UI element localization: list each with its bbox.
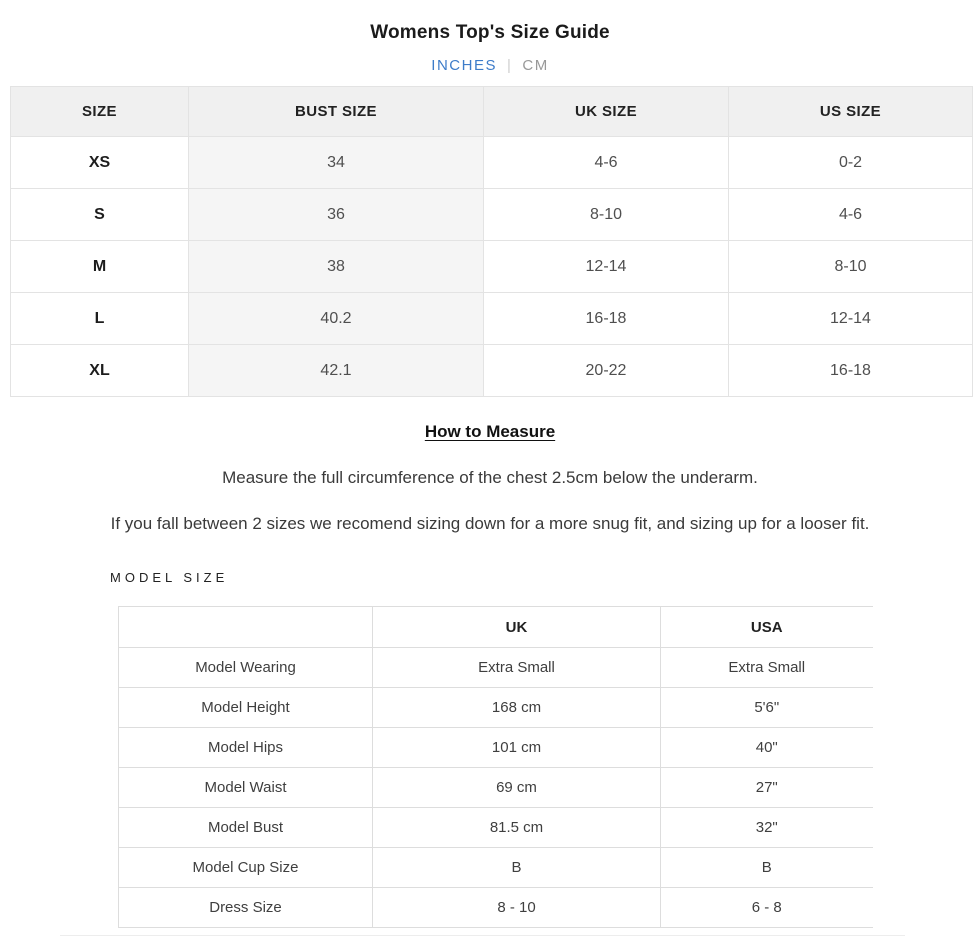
model-table-header-uk: UK xyxy=(373,607,661,648)
size-table-header-row xyxy=(11,87,973,137)
model-uk-value-cell: 69 cm xyxy=(373,768,661,808)
uk-size-cell: 16-18 xyxy=(484,293,729,345)
uk-size-cell: 12-14 xyxy=(484,241,729,293)
bust-size-cell: 34 xyxy=(189,137,484,189)
model-table-row xyxy=(119,728,873,768)
model-attribute-cell: Model Cup Size xyxy=(119,848,373,888)
model-size-heading: MODEL SIZE xyxy=(110,570,229,585)
size-cell: M xyxy=(11,241,189,293)
model-uk-value-cell: 8 - 10 xyxy=(373,888,661,928)
model-usa-value-cell: 40" xyxy=(661,728,873,768)
model-usa-value-cell: 6 - 8 xyxy=(661,888,873,928)
size-cell: S xyxy=(11,189,189,241)
size-table-header-us: US SIZE xyxy=(729,87,973,137)
model-table-row xyxy=(119,848,873,888)
model-usa-value-cell: 32" xyxy=(661,808,873,848)
model-usa-value-cell: Extra Small xyxy=(661,648,873,688)
model-attribute-cell: Model Height xyxy=(119,688,373,728)
bottom-divider xyxy=(60,935,905,936)
model-usa-value-cell: 27" xyxy=(661,768,873,808)
model-table-row xyxy=(119,688,873,728)
size-table xyxy=(10,86,973,397)
unit-toggle xyxy=(0,57,980,74)
model-uk-value-cell: 81.5 cm xyxy=(373,808,661,848)
model-attribute-cell: Model Waist xyxy=(119,768,373,808)
size-table-row xyxy=(11,137,973,189)
uk-size-cell: 8-10 xyxy=(484,189,729,241)
how-to-measure-heading: How to Measure xyxy=(424,422,556,441)
us-size-cell: 16-18 xyxy=(729,345,973,397)
model-table-row xyxy=(119,648,873,688)
model-table-header-empty xyxy=(119,607,373,648)
model-usa-value-cell: 5'6" xyxy=(661,688,873,728)
model-uk-value-cell: 168 cm xyxy=(373,688,661,728)
bust-size-cell: 36 xyxy=(189,189,484,241)
model-table-row xyxy=(119,808,873,848)
size-table-header-size: SIZE xyxy=(11,87,189,137)
model-size-table xyxy=(118,606,873,928)
model-usa-value-cell: B xyxy=(661,848,873,888)
tab-inches[interactable]: INCHES xyxy=(431,57,497,74)
model-uk-value-cell: B xyxy=(373,848,661,888)
us-size-cell: 8-10 xyxy=(729,241,973,293)
uk-size-cell: 4-6 xyxy=(484,137,729,189)
model-table-row xyxy=(119,768,873,808)
us-size-cell: 12-14 xyxy=(729,293,973,345)
model-uk-value-cell: 101 cm xyxy=(373,728,661,768)
model-attribute-cell: Model Wearing xyxy=(119,648,373,688)
model-table-row xyxy=(119,888,873,928)
size-table-row xyxy=(11,241,973,293)
us-size-cell: 0-2 xyxy=(729,137,973,189)
bust-size-cell: 38 xyxy=(189,241,484,293)
us-size-cell: 4-6 xyxy=(729,189,973,241)
model-attribute-cell: Dress Size xyxy=(119,888,373,928)
tab-separator: | xyxy=(506,57,513,74)
bust-size-cell: 42.1 xyxy=(189,345,484,397)
size-table-header-uk: UK SIZE xyxy=(484,87,729,137)
tab-cm[interactable]: CM xyxy=(522,57,549,74)
model-attribute-cell: Model Bust xyxy=(119,808,373,848)
size-cell: XL xyxy=(11,345,189,397)
model-table-header-row xyxy=(119,607,873,648)
size-cell: XS xyxy=(11,137,189,189)
page-title: Womens Top's Size Guide xyxy=(370,22,610,43)
size-table-row xyxy=(11,293,973,345)
model-attribute-cell: Model Hips xyxy=(119,728,373,768)
measure-instruction-2: If you fall between 2 sizes we recomend sizing down for a more snug fit, and sizing up for a looser fit. xyxy=(110,514,870,533)
uk-size-cell: 20-22 xyxy=(484,345,729,397)
measure-instruction-1: Measure the full circumference of the chest 2.5cm below the underarm. xyxy=(222,468,758,487)
model-table-header-usa: USA xyxy=(661,607,873,648)
size-cell: L xyxy=(11,293,189,345)
model-uk-value-cell: Extra Small xyxy=(373,648,661,688)
size-table-header-bust: BUST SIZE xyxy=(189,87,484,137)
size-table-row xyxy=(11,345,973,397)
size-table-row xyxy=(11,189,973,241)
bust-size-cell: 40.2 xyxy=(189,293,484,345)
